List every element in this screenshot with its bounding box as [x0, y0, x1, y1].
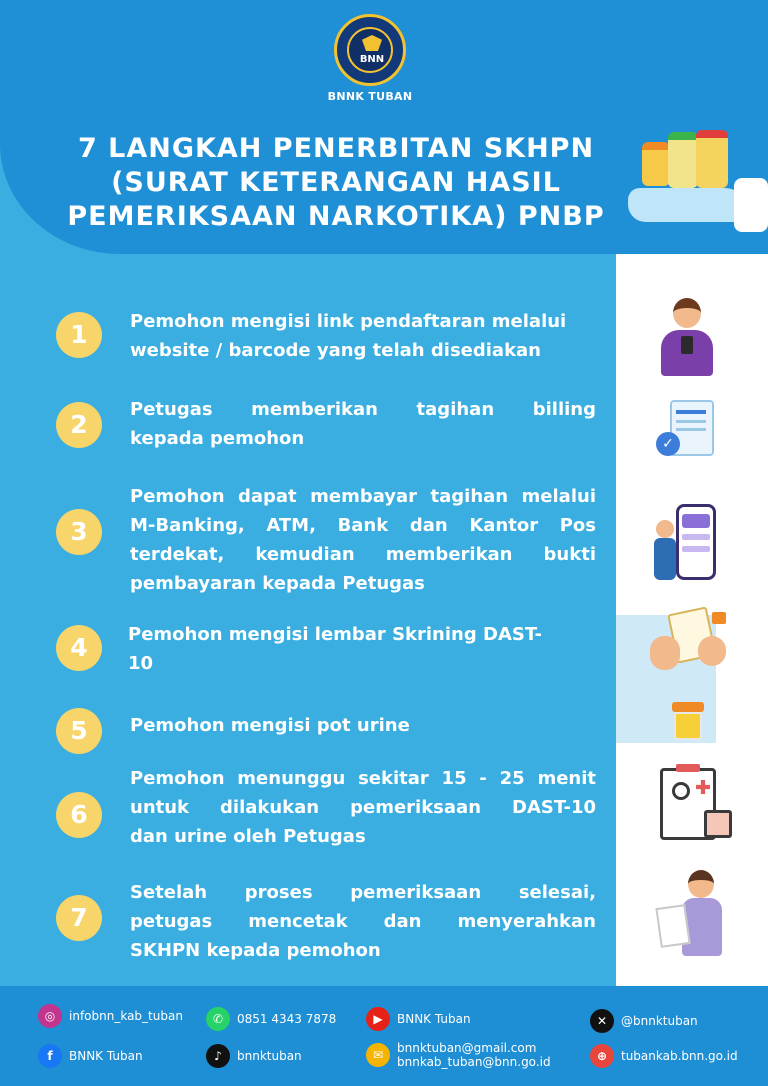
step-line: Setelah proses pemeriksaan selesai, [130, 882, 596, 903]
whatsapp-number: 0851 4343 7878 [237, 1012, 337, 1026]
step-number: 4 [56, 625, 102, 671]
facebook-page: BNNK Tuban [69, 1049, 143, 1063]
step-line: dan urine oleh Petugas [130, 826, 366, 847]
x-icon: ✕ [590, 1009, 614, 1033]
step-number: 3 [56, 509, 102, 555]
officer-document-illustration [658, 868, 730, 958]
step-text [128, 620, 594, 678]
step-text [130, 764, 596, 851]
footer-email[interactable] [366, 1041, 551, 1069]
footer-website[interactable] [590, 1044, 738, 1068]
whatsapp-icon: ✆ [206, 1007, 230, 1031]
youtube-channel: BNNK Tuban [397, 1012, 471, 1026]
instagram-icon: ◎ [38, 1004, 62, 1028]
step-line: Pemohon menunggu sekitar 15 - 25 menit [130, 768, 596, 789]
step-line: Pemohon dapat membayar tagihan melalui [130, 486, 596, 507]
footer-instagram[interactable] [38, 1004, 183, 1028]
step-number: 5 [56, 708, 102, 754]
step-text [130, 711, 596, 740]
tiktok-icon: ♪ [206, 1044, 230, 1068]
step-line: pembayaran kepada Petugas [130, 573, 425, 594]
urine-sample-jars-illustration [628, 122, 768, 238]
step-line: kepada pemohon [130, 428, 305, 449]
step-text [130, 395, 596, 453]
footer-facebook[interactable] [38, 1044, 143, 1068]
step-line: Pemohon mengisi pot urine [130, 715, 410, 736]
globe-icon: ⊕ [590, 1044, 614, 1068]
step-line: Pemohon mengisi link pendaftaran melalui [130, 311, 567, 332]
step-line: Petugas memberikan tagihan billing [130, 399, 596, 420]
step-line: M-Banking, ATM, Bank dan Kantor Pos [130, 515, 596, 536]
medical-clipboard-illustration [656, 764, 734, 844]
step-line: petugas mencetak dan menyerahkan [130, 911, 596, 932]
document-check-illustration [656, 400, 722, 464]
page-title [40, 132, 632, 234]
website-url: tubankab.bnn.go.id [621, 1049, 738, 1063]
instagram-handle: infobnn_kab_tuban [69, 1009, 183, 1023]
title-line: PEMERIKSAAN NARKOTIKA) PNBP [67, 201, 605, 232]
step-text [130, 878, 596, 965]
step-line: terdekat, kemudian memberikan bukti [130, 544, 596, 565]
step-line: untuk dilakukan pemeriksaan DAST-10 [130, 797, 596, 818]
brand-name: BNNK TUBAN [327, 90, 413, 103]
step-number: 6 [56, 792, 102, 838]
step-number: 1 [56, 312, 102, 358]
footer-whatsapp[interactable] [206, 1007, 336, 1031]
garuda-icon [362, 35, 382, 51]
title-line: 7 LANGKAH PENERBITAN SKHPN [77, 133, 595, 164]
step-number: 2 [56, 402, 102, 448]
footer-x[interactable] [590, 1009, 698, 1033]
check-icon: ✓ [656, 432, 680, 456]
title-line: (SURAT KETERANGAN HASIL [111, 167, 561, 198]
header [0, 0, 768, 254]
step-text [130, 482, 596, 598]
email-address-1: bnnktuban@gmail.com [397, 1041, 537, 1055]
step-number: 7 [56, 895, 102, 941]
bnn-logo [334, 14, 406, 86]
tiktok-handle: bnnktuban [237, 1049, 302, 1063]
email-address-2: bnnkab_tuban@bnn.go.id [397, 1055, 551, 1069]
mobile-payment-illustration [654, 502, 730, 582]
footer-youtube[interactable] [366, 1007, 471, 1031]
step-text [130, 307, 596, 365]
urine-pot-illustration [670, 702, 706, 742]
footer-tiktok[interactable] [206, 1044, 302, 1068]
youtube-icon: ▶ [366, 1007, 390, 1031]
x-handle: @bnnktuban [621, 1014, 698, 1028]
facebook-icon: f [38, 1044, 62, 1068]
step-line: Pemohon mengisi lembar Skrining DAST- [128, 624, 542, 645]
footer [0, 986, 768, 1086]
step-line: website / barcode yang telah disediakan [130, 340, 541, 361]
email-icon: ✉ [366, 1043, 390, 1067]
step-line: SKHPN kepada pemohon [130, 940, 381, 961]
step-line: 10 [128, 653, 154, 674]
logo-text: BNN [359, 54, 385, 65]
person-phone-illustration [657, 296, 717, 376]
writing-form-illustration [650, 606, 730, 672]
